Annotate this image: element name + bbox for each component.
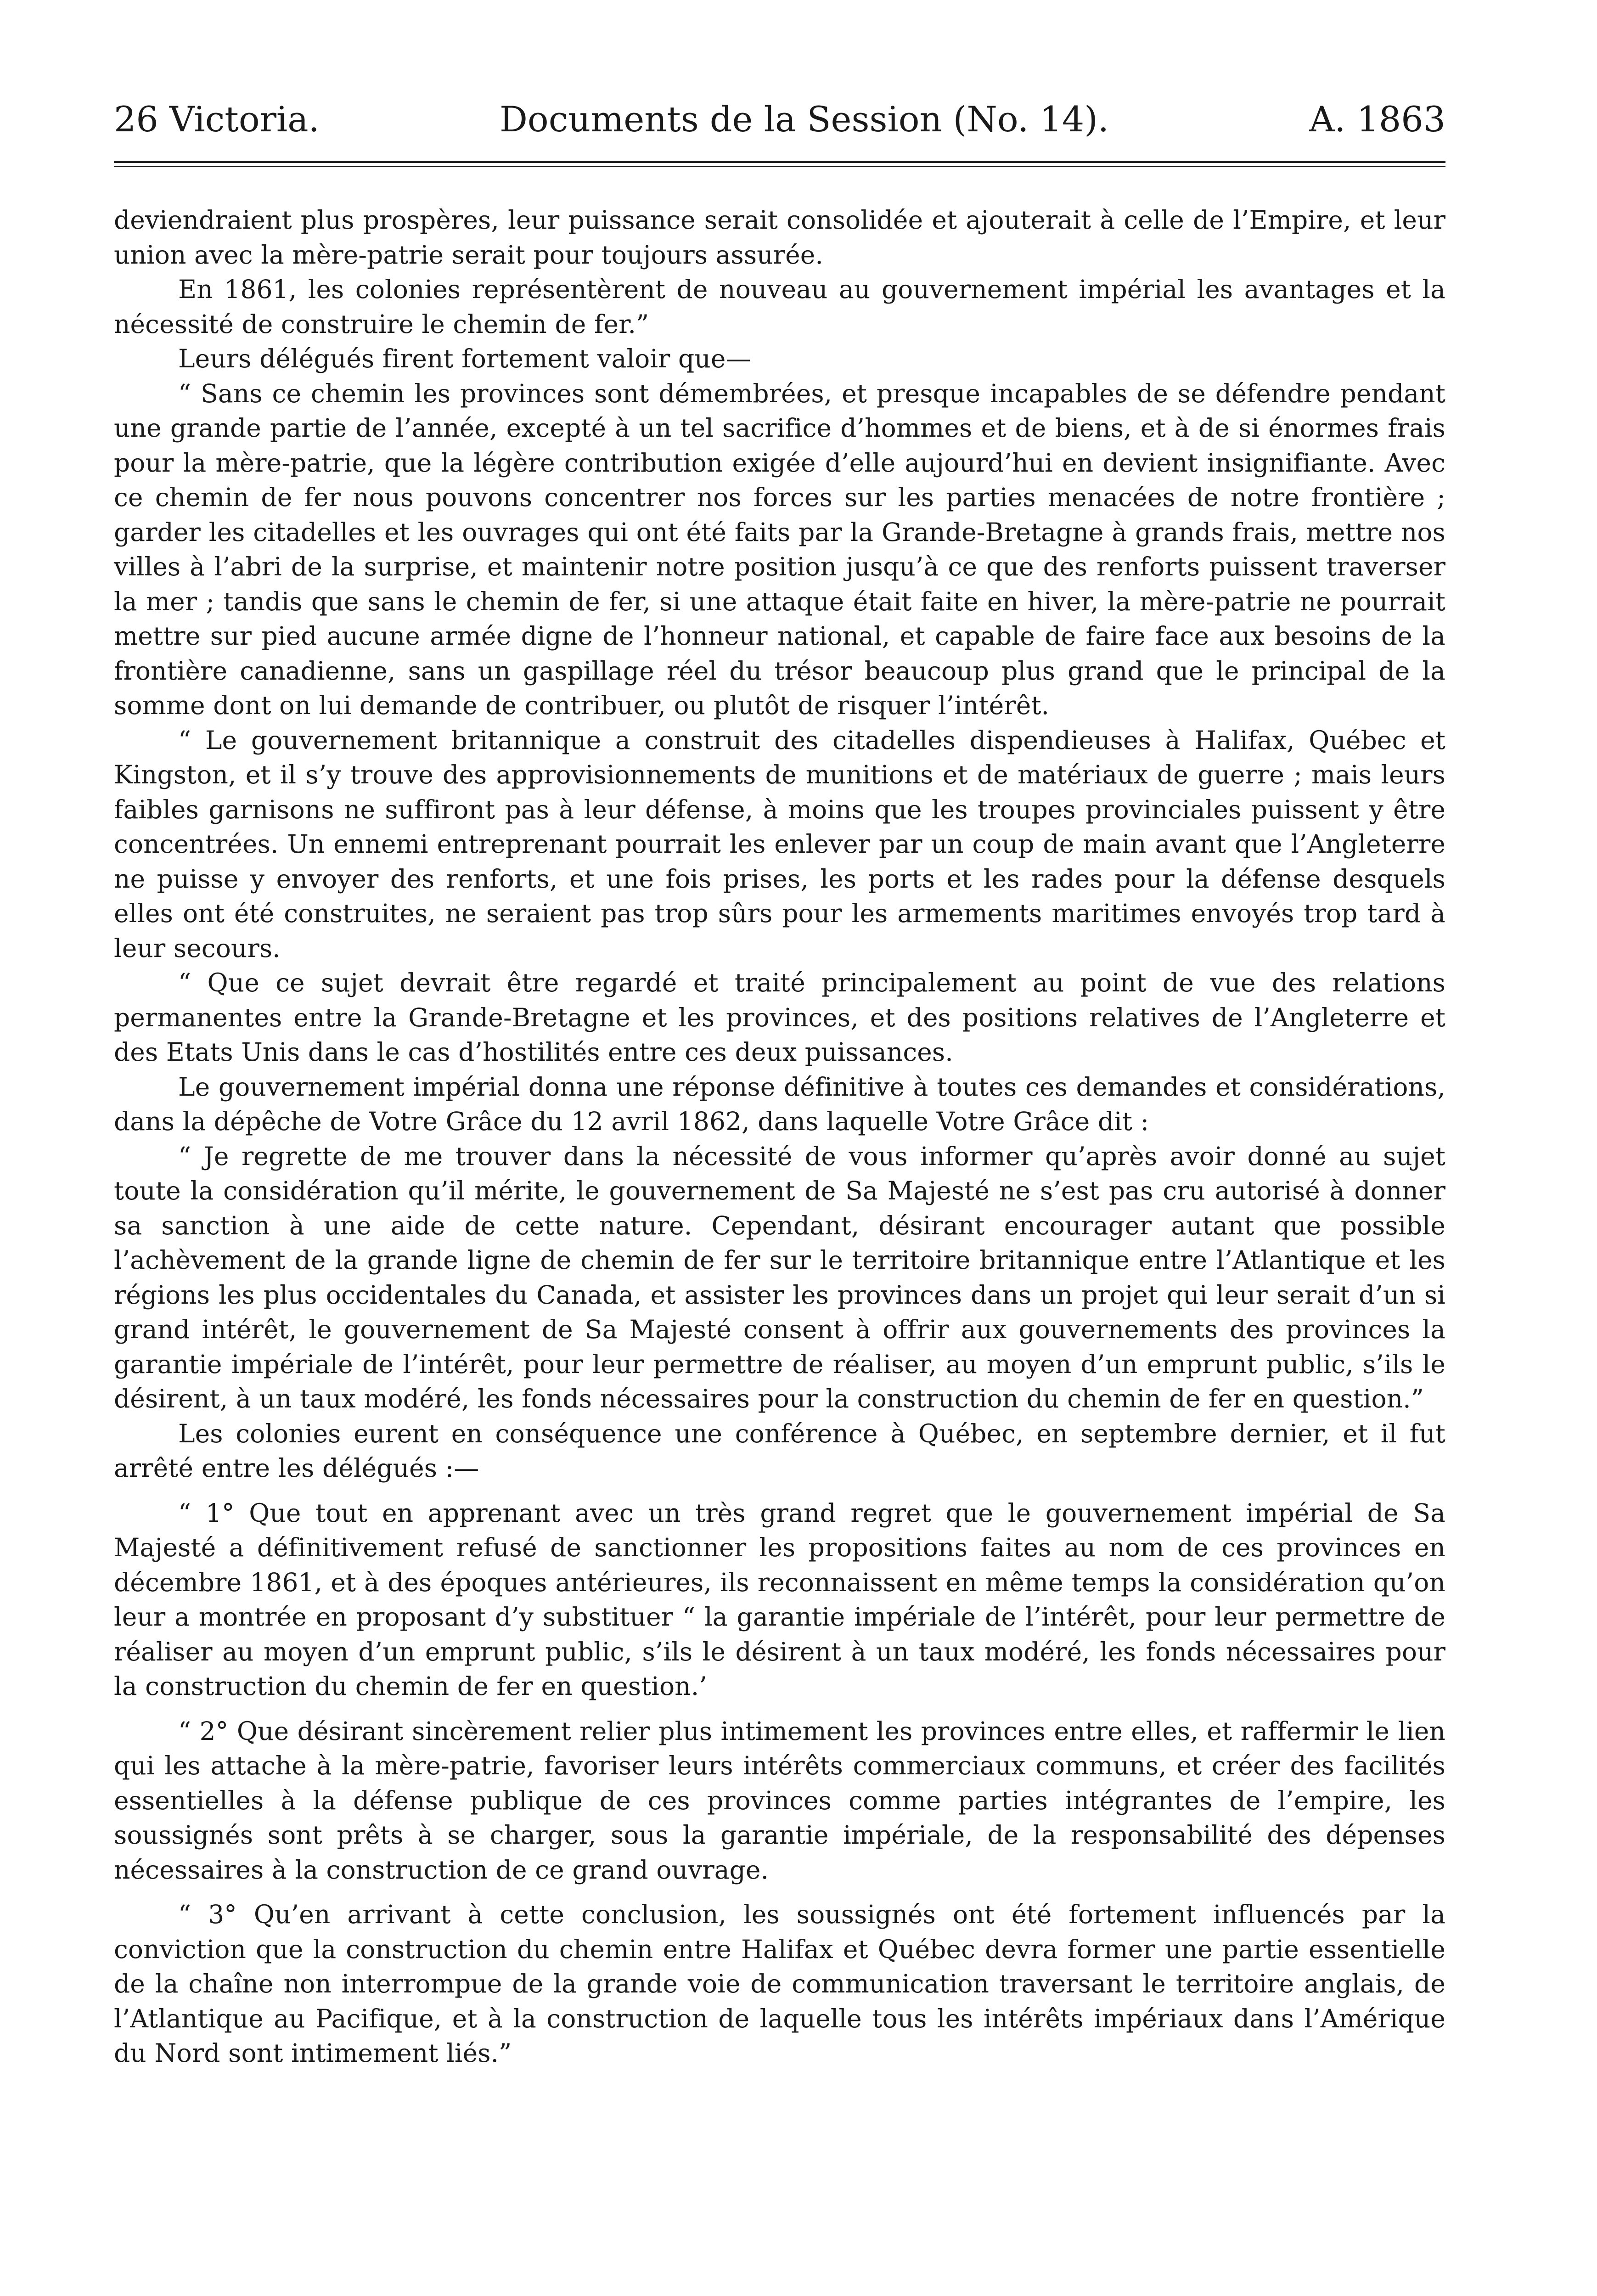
paragraph: “ Le gouvernement britannique a construit des citadelles dispendieuses à Halifax, Québec et Kingston, et il s’y trouve des approvisionnements de munitions et de matériaux de guerre ; mais leurs faibles garnisons ne suffiront pas à leur défense, à moins que les troupes provinciales puissent y être concentrées. Un ennemi entreprenant pourrait les enlever par un coup de main avant que l’Angleterre ne puisse y envoyer des renforts, et une fois prises, les ports et les rades pour la défense desquels elles ont été construites, ne seraient pas trop sûrs pour les armements maritimes envoyés trop tard à leur secours. bbox=[114, 725, 1445, 963]
header-year: A. 1863 bbox=[1309, 99, 1445, 140]
running-head bbox=[114, 87, 1445, 152]
paragraph: “ 2° Que désirant sincèrement relier plus intimement les provinces entre elles, et raffermir le lien qui les attache à la mère-patrie, favoriser leurs intérêts commerciaux communs, et créer des facilités essentielles à la défense publique de ces provinces comme parties intégrantes de l’empire, les soussignés sont prêts à se charger, sous la garantie impériale, de la responsabilité des dépenses nécessaires à la construction de ce grand ouvrage. bbox=[114, 1716, 1445, 1885]
paragraph: Le gouvernement impérial donna une réponse définitive à toutes ces demandes et considérations, dans la dépêche de Votre Grâce du 12 avril 1862, dans laquelle Votre Grâce dit : bbox=[114, 1072, 1445, 1136]
paragraph: “ Sans ce chemin les provinces sont démembrées, et presque incapables de se défendre pendant une grande partie de l’année, excepté à un tel sacrifice d’hommes et de biens, et à de si énormes frais pour la mère-patrie, que la légère contribution exigée d’elle aujourd’hui en devient insignifiante. Avec ce chemin de fer nous pouvons concentrer nos forces sur les parties menacées de notre frontière ; garder les citadelles et les ouvrages qui ont été faits par la Grande-Bretagne à grands frais, mettre nos villes à l’abri de la surprise, et maintenir notre position jusqu’à ce que des renforts puissent traverser la mer ; tandis que sans le chemin de fer, si une attaque était faite en hiver, la mère-patrie ne pourrait mettre sur pied aucune armée digne de l’honneur national, et capable de faire face aux besoins de la frontière canadienne, sans un gaspillage réel du trésor beaucoup plus grand que le principal de la somme dont on lui demande de contribuer, ou plutôt de risquer l’intérêt. bbox=[114, 378, 1445, 720]
paragraph: Leurs délégués firent fortement valoir que— bbox=[178, 344, 751, 373]
paragraph: “ 3° Qu’en arrivant à cette conclusion, les soussignés ont été fortement influencés par la conviction que la construction du chemin entre Halifax et Québec devra former une partie essentielle de la chaîne non interrompue de la grande voie de communication traversant le territoire anglais, de l’Atlantique au Pacifique, et à la construction de laquelle tous les intérêts impériaux dans l’Amérique du Nord sont intimement liés.” bbox=[114, 1900, 1445, 2068]
paragraph: En 1861, les colonies représentèrent de nouveau au gouvernement impérial les avantages et la nécessité de construire le chemin de fer.” bbox=[114, 275, 1445, 339]
header-title: Documents de la Session (No. 14). bbox=[500, 99, 1109, 140]
document-page bbox=[114, 87, 1445, 2071]
paragraph: deviendraient plus prospères, leur puissance serait consolidée et ajouterait à celle de l’Empire, et leur union avec la mère-patrie serait pour toujours assurée. bbox=[114, 205, 1445, 270]
paragraph: “ 1° Que tout en apprenant avec un très grand regret que le gouvernement impérial de Sa Majesté a définitivement refusé de sanctionner les propositions faites au nom de ces provinces en décembre 1861, et à des époques antérieures, ils reconnaissent en même temps la considération qu’on leur a montrée en proposant d’y substituer “ la garantie impériale de l’intérêt, pour leur permettre de réaliser au moyen d’un emprunt public, s’ils le désirent à un taux modéré, les fonds nécessaires pour la construction du chemin de fer en question.’ bbox=[114, 1498, 1445, 1701]
paragraph: “ Que ce sujet devrait être regardé et traité principalement au point de vue des relations permanentes entre la Grande-Bretagne et les provinces, et des positions relatives de l’Angleterre et des Etats Unis dans le cas d’hostilités entre ces deux puissances. bbox=[114, 968, 1445, 1067]
header-volume: 26 Victoria. bbox=[114, 99, 320, 140]
header-rule bbox=[114, 161, 1445, 167]
paragraph: Les colonies eurent en conséquence une conférence à Québec, en septembre dernier, et il fut arrêté entre les délégués :— bbox=[114, 1418, 1445, 1483]
body-text bbox=[114, 203, 1445, 2071]
paragraph: “ Je regrette de me trouver dans la nécessité de vous informer qu’après avoir donné au sujet toute la considération qu’il mérite, le gouvernement de Sa Majesté ne s’est pas cru autorisé à donner sa sanction à une aide de cette nature. Cependant, désirant encourager autant que possible l’achèvement de la grande ligne de chemin de fer sur le territoire britannique entre l’Atlantique et les régions les plus occidentales du Canada, et assister les provinces dans un projet qui leur serait d’un si grand intérêt, le gouvernement de Sa Majesté consent à offrir aux gouvernements des provinces la garantie impériale de l’intérêt, pour leur permettre de réaliser, au moyen d’un emprunt public, s’ils le désirent, à un taux modéré, les fonds nécessaires pour la construction du chemin de fer en question.” bbox=[114, 1141, 1445, 1413]
